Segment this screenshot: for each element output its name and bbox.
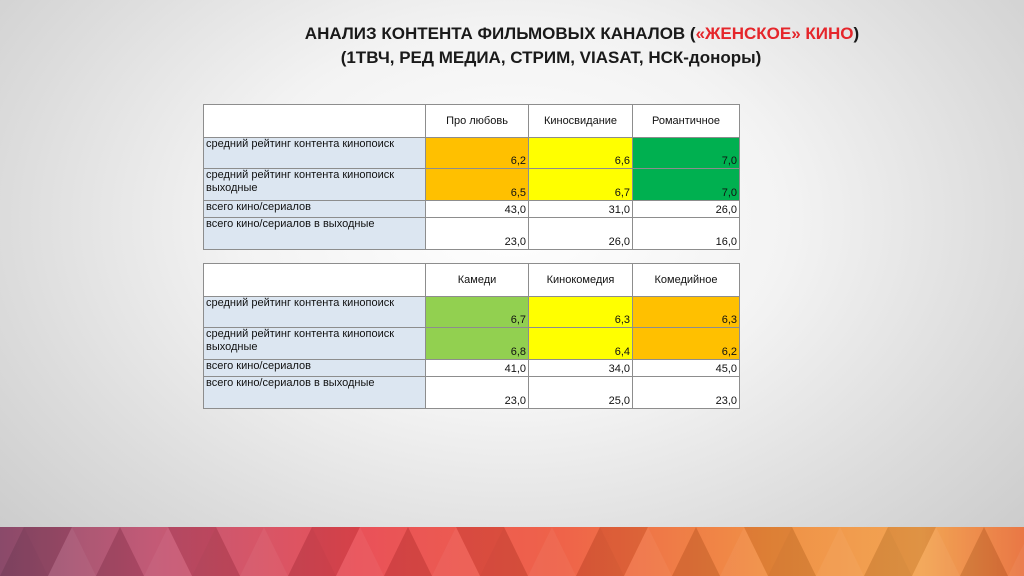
title-line-2: (1ТВЧ, РЕД МЕДИА, СТРИМ, VIASAT, НСК-доноры) [340, 48, 762, 67]
header-cell: Про любовь [426, 105, 529, 138]
header-cell: Романтичное [633, 105, 740, 138]
table-row [204, 169, 740, 201]
value-cell: 6,3 [633, 297, 740, 328]
value-cell: 26,0 [633, 201, 740, 218]
table-row [204, 201, 740, 218]
table-row [204, 297, 740, 328]
title-highlight: «ЖЕНСКОЕ» КИНО [695, 24, 854, 43]
comedy-channels-table [203, 263, 740, 409]
header-corner-cell [204, 105, 426, 138]
value-cell: 23,0 [426, 218, 529, 250]
value-cell: 7,0 [633, 169, 740, 201]
row-label: всего кино/сериалов [204, 201, 426, 218]
row-label: всего кино/сериалов в выходные [204, 218, 426, 250]
header-cell: Киносвидание [529, 105, 633, 138]
romance-channels-table [203, 104, 740, 250]
value-cell: 34,0 [529, 360, 633, 377]
header-cell: Кинокомедия [529, 264, 633, 297]
row-label: средний рейтинг контента кинопоиск [204, 138, 426, 169]
value-cell: 6,7 [529, 169, 633, 201]
value-cell: 26,0 [529, 218, 633, 250]
header-corner-cell [204, 264, 426, 297]
decorative-footer-band [0, 527, 1024, 576]
value-cell: 25,0 [529, 377, 633, 409]
header-cell: Камеди [426, 264, 529, 297]
value-cell: 6,3 [529, 297, 633, 328]
value-cell: 7,0 [633, 138, 740, 169]
title-text-end: ) [853, 24, 860, 43]
value-cell: 16,0 [633, 218, 740, 250]
value-cell: 23,0 [426, 377, 529, 409]
row-label: средний рейтинг контента кинопоиск [204, 297, 426, 328]
row-label: средний рейтинг контента кинопоиск выходные [204, 328, 426, 360]
title-text-start: АНАЛИЗ КОНТЕНТА ФИЛЬМОВЫХ КАНАЛОВ ( [304, 24, 696, 43]
header-cell: Комедийное [633, 264, 740, 297]
value-cell: 45,0 [633, 360, 740, 377]
table-row [204, 377, 740, 409]
row-label: средний рейтинг контента кинопоиск выходные [204, 169, 426, 201]
value-cell: 41,0 [426, 360, 529, 377]
footer-triangles [0, 527, 1024, 576]
value-cell: 6,8 [426, 328, 529, 360]
table-row [204, 218, 740, 250]
value-cell: 6,2 [426, 138, 529, 169]
row-label: всего кино/сериалов в выходные [204, 377, 426, 409]
value-cell: 43,0 [426, 201, 529, 218]
row-label: всего кино/сериалов [204, 360, 426, 377]
slide-title [0, 22, 1024, 70]
title-line-1 [0, 22, 1024, 46]
table-header-row [204, 105, 740, 138]
table-row [204, 328, 740, 360]
value-cell: 6,2 [633, 328, 740, 360]
value-cell: 6,4 [529, 328, 633, 360]
table-row [204, 360, 740, 377]
value-cell: 23,0 [633, 377, 740, 409]
value-cell: 6,6 [529, 138, 633, 169]
value-cell: 6,5 [426, 169, 529, 201]
value-cell: 6,7 [426, 297, 529, 328]
value-cell: 31,0 [529, 201, 633, 218]
table-header-row [204, 264, 740, 297]
table-row [204, 138, 740, 169]
